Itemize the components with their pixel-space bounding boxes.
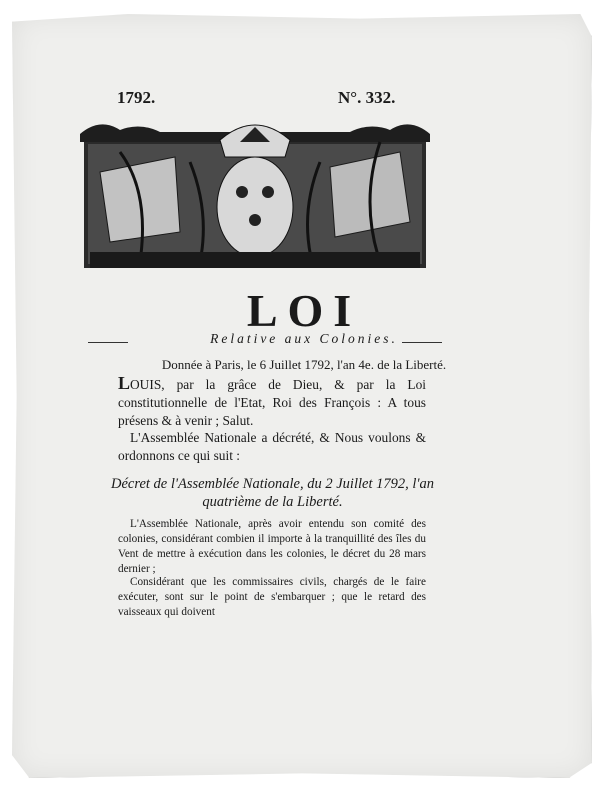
royal-arms-engraving [80, 112, 430, 272]
law-title: LOI [246, 285, 362, 336]
document-year: 1792. [117, 88, 156, 107]
preamble-text: OUIS, par la grâce de Dieu, & par la Loi constitutionnelle de l'Etat, Roi des François : A tous présens & à venir ; Salut. [118, 377, 426, 428]
paragraph-committee: L'Assemblée Nationale, après avoir entendu son comité des colonies, considérant combien il importe à la tranquillité des îles du Vent de mettre à exécution dans les colonies, le décret du 28 mars dernier ; [118, 518, 426, 575]
paragraph-commissioners: Considérant que les commissaires civils, chargés de le faire exécuter, sont sur le point de s'embarquer ; que le retard des vaisseaux qui doivent [118, 576, 426, 618]
date-line: Donnée à Paris, le 6 Juillet 1792, l'an 4e. de la Liberté. [161, 357, 447, 372]
document-number: N°. 332. [338, 88, 396, 107]
subtitle-rule-right [402, 342, 442, 343]
ordinance-paragraph: L'Assemblée Nationale a décrété, & Nous voulons & ordonnons ce qui suit : [118, 430, 426, 463]
drop-capital: L [118, 373, 131, 393]
decree-title: Décret de l'Assemblée Nationale, du 2 Juillet 1792, l'an quatrième de la Liberté. [111, 476, 434, 510]
preamble-paragraph [118, 374, 426, 430]
law-subtitle: Relative aux Colonies. [210, 331, 398, 346]
